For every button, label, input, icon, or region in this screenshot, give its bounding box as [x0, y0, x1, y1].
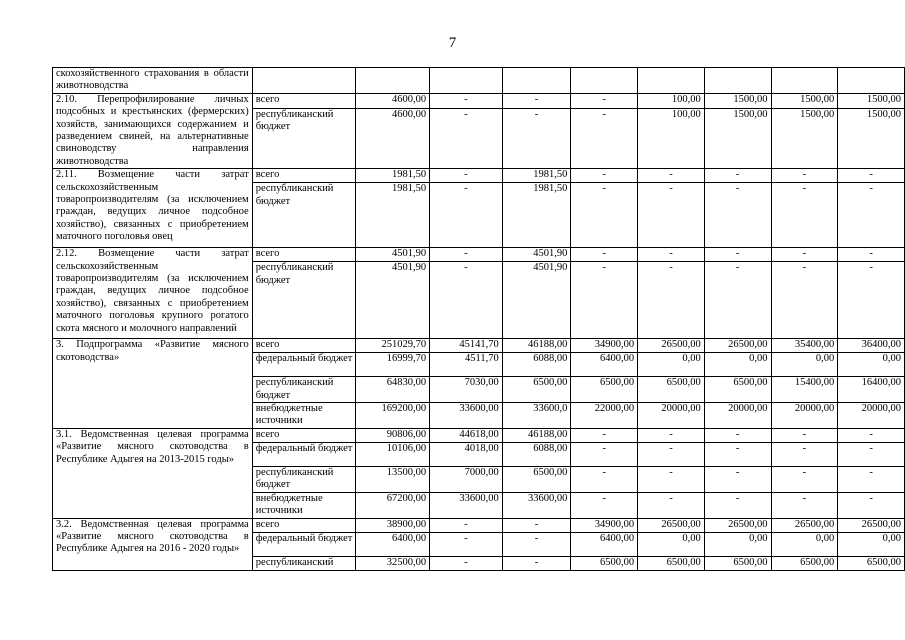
value-cell: 67200,00	[356, 492, 430, 518]
value-cell: -	[430, 183, 503, 248]
funding-source: всего	[252, 518, 356, 532]
value-cell: -	[571, 492, 638, 518]
value-cell: -	[430, 518, 503, 532]
value-cell: 4501,90	[502, 248, 571, 262]
value-cell: -	[502, 518, 571, 532]
funding-source: всего	[252, 248, 356, 262]
value-cell: -	[838, 442, 905, 466]
value-cell: 26500,00	[638, 339, 705, 353]
empty-cell	[838, 68, 905, 94]
funding-source: республиканский бюджет	[252, 466, 356, 492]
value-cell: 32500,00	[356, 556, 430, 570]
value-cell: -	[771, 428, 838, 442]
empty-cell	[638, 68, 705, 94]
funding-source: федеральный бюджет	[252, 532, 356, 556]
value-cell: -	[571, 183, 638, 248]
funding-source: республиканский бюджет	[252, 183, 356, 248]
value-cell: 6500,00	[571, 556, 638, 570]
value-cell: 1500,00	[838, 93, 905, 108]
value-cell: 46188,00	[502, 428, 571, 442]
value-cell: -	[704, 466, 771, 492]
value-cell: 35400,00	[771, 339, 838, 353]
table-row	[53, 428, 905, 442]
funding-source: всего	[252, 339, 356, 353]
table-row	[53, 169, 905, 183]
value-cell: 0,00	[704, 353, 771, 377]
empty-cell	[356, 68, 430, 94]
value-cell: 4501,90	[502, 262, 571, 339]
value-cell: 16400,00	[838, 377, 905, 403]
measure-name: 2.10. Перепрофилирование личных подсобных и крестьянских (фермерских) хозяйств, занимающихся содержанием и разведением свиней, на альтернативные свиноводству направления животноводства	[53, 93, 253, 168]
value-cell: 4600,00	[356, 93, 430, 108]
value-cell: 45141,70	[430, 339, 503, 353]
value-cell: -	[502, 556, 571, 570]
value-cell: -	[704, 492, 771, 518]
value-cell: -	[704, 442, 771, 466]
value-cell: -	[571, 442, 638, 466]
value-cell: -	[430, 262, 503, 339]
value-cell: -	[638, 428, 705, 442]
value-cell: 44618,00	[430, 428, 503, 442]
value-cell: -	[638, 466, 705, 492]
value-cell: -	[430, 108, 503, 169]
value-cell: 64830,00	[356, 377, 430, 403]
value-cell: 0,00	[771, 532, 838, 556]
value-cell: 10106,00	[356, 442, 430, 466]
table-row	[53, 339, 905, 353]
value-cell: 6400,00	[571, 353, 638, 377]
value-cell: 0,00	[704, 532, 771, 556]
value-cell: -	[571, 466, 638, 492]
value-cell: -	[571, 262, 638, 339]
value-cell: 7030,00	[430, 377, 503, 403]
table-row	[53, 248, 905, 262]
value-cell: -	[571, 108, 638, 169]
funding-source: республиканский бюджет	[252, 377, 356, 403]
value-cell: -	[771, 183, 838, 248]
funding-source: федеральный бюджет	[252, 353, 356, 377]
empty-cell	[502, 68, 571, 94]
value-cell: 33600,0	[502, 403, 571, 429]
funding-source: республиканский бюджет	[252, 108, 356, 169]
empty-cell	[430, 68, 503, 94]
value-cell: 6500,00	[771, 556, 838, 570]
page-number: 7	[448, 35, 457, 51]
table-row	[53, 68, 905, 94]
value-cell: -	[502, 532, 571, 556]
value-cell: -	[638, 183, 705, 248]
value-cell: 1500,00	[771, 108, 838, 169]
value-cell: -	[430, 532, 503, 556]
value-cell: 7000,00	[430, 466, 503, 492]
value-cell: -	[502, 108, 571, 169]
value-cell: 1500,00	[838, 108, 905, 169]
value-cell: 34900,00	[571, 518, 638, 532]
value-cell: 6500,00	[638, 377, 705, 403]
value-cell: 0,00	[638, 353, 705, 377]
empty-cell	[571, 68, 638, 94]
value-cell: 0,00	[771, 353, 838, 377]
value-cell: 15400,00	[771, 377, 838, 403]
funding-source: всего	[252, 93, 356, 108]
value-cell: 22000,00	[571, 403, 638, 429]
value-cell: -	[771, 466, 838, 492]
value-cell: 6500,00	[638, 556, 705, 570]
value-cell: 90806,00	[356, 428, 430, 442]
value-cell: -	[838, 492, 905, 518]
value-cell: 6088,00	[502, 353, 571, 377]
value-cell: -	[638, 169, 705, 183]
value-cell: 20000,00	[771, 403, 838, 429]
value-cell: -	[704, 248, 771, 262]
measure-name: 3.2. Ведомственная целевая программа «Развитие мясного скотоводства в Республике Адыгея на 2016 - 2020 годы»	[53, 518, 253, 570]
value-cell: 26500,00	[771, 518, 838, 532]
value-cell: 36400,00	[838, 339, 905, 353]
value-cell: 169200,00	[356, 403, 430, 429]
value-cell: -	[771, 248, 838, 262]
value-cell: 26500,00	[704, 339, 771, 353]
value-cell: -	[571, 93, 638, 108]
value-cell: -	[638, 248, 705, 262]
value-cell: 20000,00	[704, 403, 771, 429]
value-cell: -	[771, 442, 838, 466]
measure-name: 2.11. Возмещение части затрат сельскохозяйственным товаропроизводителям (за исключением граждан, ведущих личное подсобное хозяйство), связанных с приобретением маточного поголовья овец	[53, 169, 253, 248]
value-cell: 6500,00	[704, 377, 771, 403]
value-cell: 38900,00	[356, 518, 430, 532]
value-cell: 46188,00	[502, 339, 571, 353]
value-cell: 0,00	[638, 532, 705, 556]
value-cell: -	[571, 169, 638, 183]
value-cell: 13500,00	[356, 466, 430, 492]
value-cell: 6400,00	[571, 532, 638, 556]
value-cell: -	[638, 262, 705, 339]
value-cell: 4501,90	[356, 248, 430, 262]
value-cell: -	[771, 492, 838, 518]
value-cell: 1500,00	[704, 108, 771, 169]
empty-cell	[771, 68, 838, 94]
value-cell: 4018,00	[430, 442, 503, 466]
value-cell: 251029,70	[356, 339, 430, 353]
value-cell: 34900,00	[571, 339, 638, 353]
funding-source: федеральный бюджет	[252, 442, 356, 466]
table-row	[53, 518, 905, 532]
value-cell: -	[430, 169, 503, 183]
value-cell: 1500,00	[704, 93, 771, 108]
value-cell: 6500,00	[502, 377, 571, 403]
value-cell: -	[838, 428, 905, 442]
value-cell: -	[838, 248, 905, 262]
value-cell: 1500,00	[771, 93, 838, 108]
funding-source: республиканский бюджет	[252, 262, 356, 339]
value-cell: 20000,00	[638, 403, 705, 429]
value-cell: 6500,00	[571, 377, 638, 403]
value-cell: 26500,00	[638, 518, 705, 532]
value-cell: 6400,00	[356, 532, 430, 556]
value-cell: 4501,90	[356, 262, 430, 339]
funding-source: республиканский	[252, 556, 356, 570]
value-cell: 33600,00	[502, 492, 571, 518]
value-cell: 1981,50	[502, 169, 571, 183]
value-cell: 1981,50	[356, 169, 430, 183]
value-cell: -	[430, 248, 503, 262]
value-cell: -	[638, 492, 705, 518]
value-cell: -	[771, 262, 838, 339]
value-cell: 1981,50	[356, 183, 430, 248]
value-cell: 26500,00	[704, 518, 771, 532]
value-cell: -	[704, 183, 771, 248]
value-cell: 6500,00	[838, 556, 905, 570]
table-row	[53, 93, 905, 108]
value-cell: -	[638, 442, 705, 466]
funding-source: внебюджетные источники	[252, 492, 356, 518]
value-cell: -	[571, 248, 638, 262]
value-cell: 16999,70	[356, 353, 430, 377]
value-cell: -	[704, 428, 771, 442]
funding-source: внебюджетные источники	[252, 403, 356, 429]
value-cell: 6500,00	[704, 556, 771, 570]
funding-source: всего	[252, 169, 356, 183]
value-cell: -	[771, 169, 838, 183]
measure-name: скохозяйственного страхования в области животноводства	[53, 68, 253, 94]
measure-name: 3.1. Ведомственная целевая программа «Развитие мясного скотоводства в Республике Адыгея на 2013-2015 годы»	[53, 428, 253, 518]
value-cell: 33600,00	[430, 403, 503, 429]
empty-cell	[252, 68, 356, 94]
value-cell: 1981,50	[502, 183, 571, 248]
value-cell: 6500,00	[502, 466, 571, 492]
value-cell: 0,00	[838, 353, 905, 377]
value-cell: -	[704, 262, 771, 339]
value-cell: 20000,00	[838, 403, 905, 429]
value-cell: 4511,70	[430, 353, 503, 377]
value-cell: -	[838, 466, 905, 492]
value-cell: 100,00	[638, 108, 705, 169]
value-cell: 6088,00	[502, 442, 571, 466]
value-cell: -	[430, 556, 503, 570]
measure-name: 2.12. Возмещение части затрат сельскохозяйственным товаропроизводителям (за исключением граждан, ведущих личное подсобное хозяйство), связанных с приобретением маточного поголовья крупного рогатого скота мясного и молочного направлений	[53, 248, 253, 339]
value-cell: -	[704, 169, 771, 183]
value-cell: -	[838, 169, 905, 183]
value-cell: -	[430, 93, 503, 108]
value-cell: 0,00	[838, 532, 905, 556]
value-cell: 100,00	[638, 93, 705, 108]
measure-name: 3. Подпрограмма «Развитие мясного скотоводства»	[53, 339, 253, 429]
value-cell: -	[838, 262, 905, 339]
funding-source: всего	[252, 428, 356, 442]
value-cell: 4600,00	[356, 108, 430, 169]
value-cell: -	[571, 428, 638, 442]
value-cell: -	[838, 183, 905, 248]
value-cell: 26500,00	[838, 518, 905, 532]
empty-cell	[704, 68, 771, 94]
value-cell: -	[502, 93, 571, 108]
budget-table	[52, 67, 905, 571]
value-cell: 33600,00	[430, 492, 503, 518]
